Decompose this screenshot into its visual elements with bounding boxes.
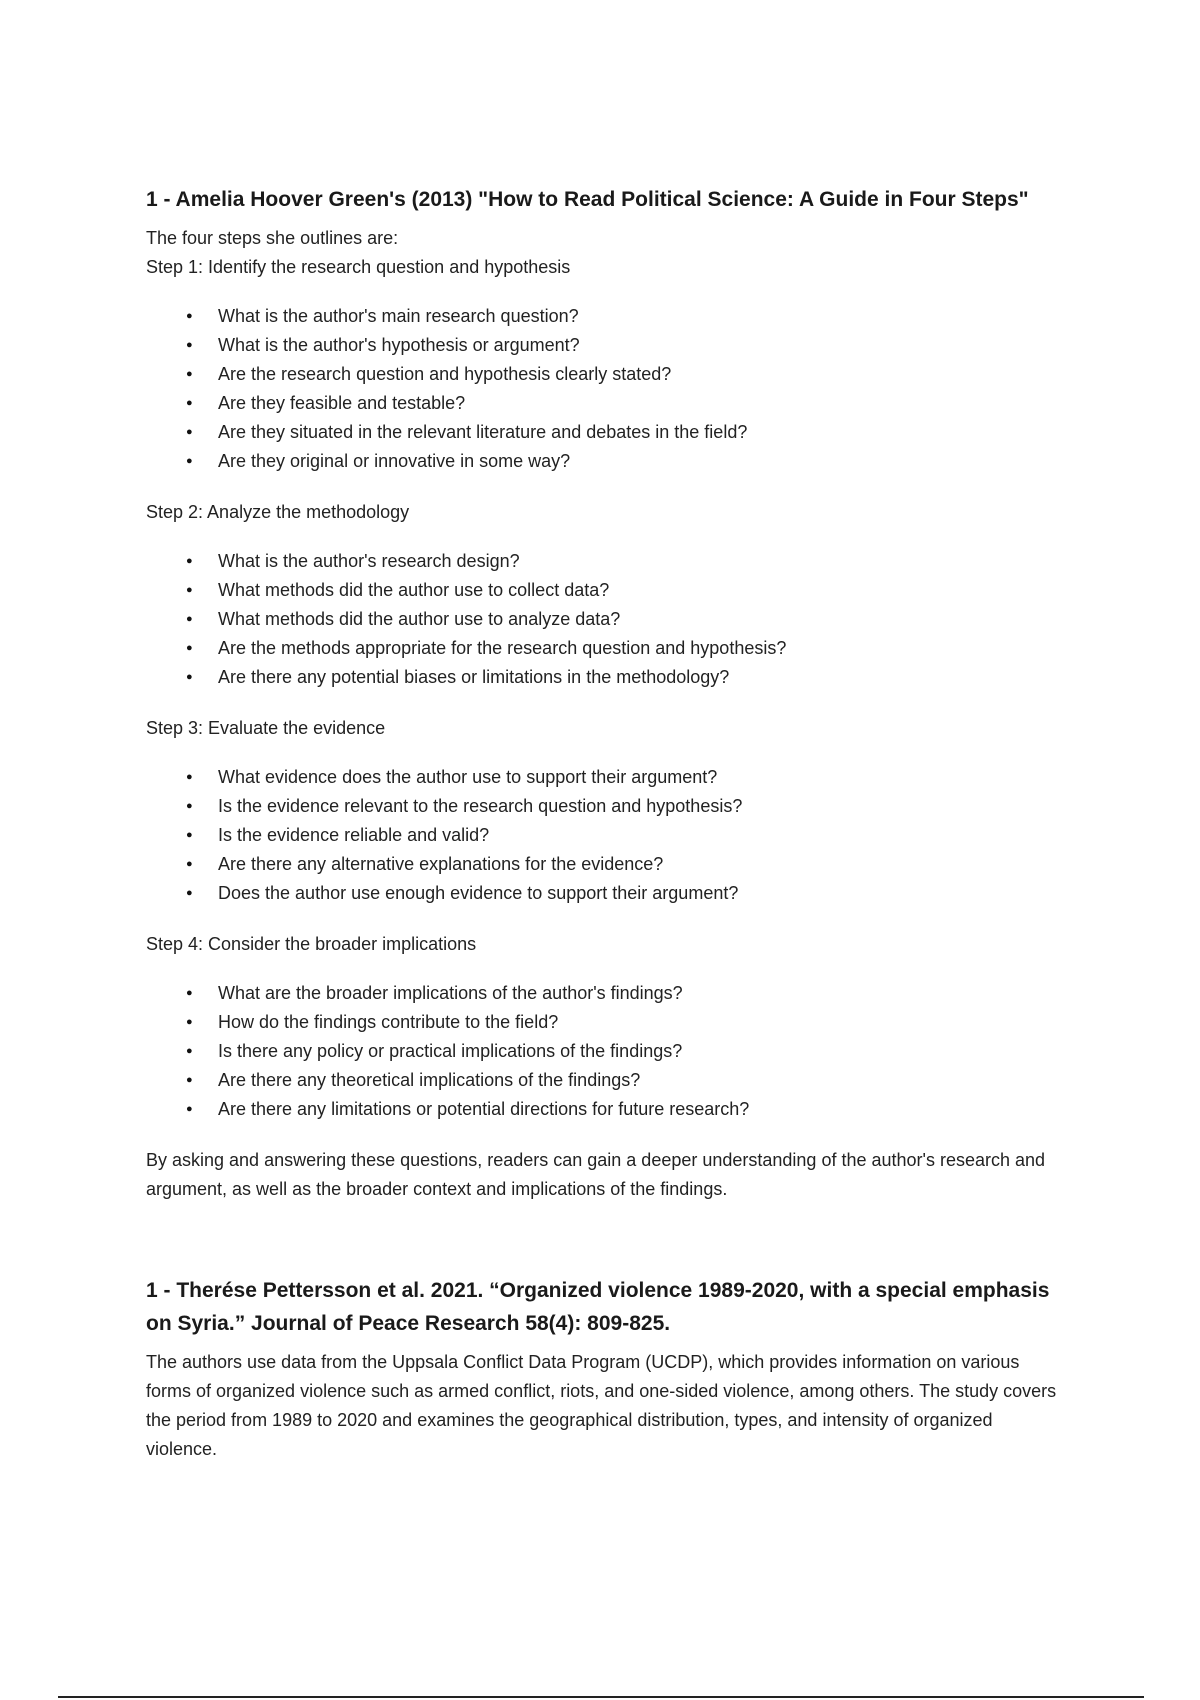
conclusion-paragraph: By asking and answering these questions, readers can gain a deeper understanding of the author's research and argument, as well as the broader context and implications of the findings. bbox=[146, 1150, 1046, 1199]
list-item: ● Are the research question and hypothesis clearly stated? bbox=[186, 360, 1066, 389]
body-paragraph: The authors use data from the Uppsala Conflict Data Program (UCDP), which provides information on various forms of organized violence such as armed conflict, riots, and one-sided violence, among others. The study covers the period from 1989 to 2020 and examines the geographical distribution, types, and intensity of organized violence. bbox=[146, 1352, 1057, 1459]
list-item: ● Are there any limitations or potential directions for future research? bbox=[186, 1095, 1066, 1124]
question-list bbox=[146, 763, 1066, 908]
list-item: ● Is the evidence reliable and valid? bbox=[186, 821, 1066, 850]
step-heading: Step 1: Identify the research question and hypothesis bbox=[146, 257, 571, 277]
document-page bbox=[146, 183, 1066, 1464]
question-list bbox=[146, 547, 1066, 692]
section-hoover-green bbox=[146, 183, 1066, 1204]
list-item: ● Are there any potential biases or limitations in the methodology? bbox=[186, 663, 1066, 692]
list-item: ● What evidence does the author use to support their argument? bbox=[186, 763, 1066, 792]
list-item: ● Are they original or innovative in some way? bbox=[186, 447, 1066, 476]
step-heading: Step 4: Consider the broader implications bbox=[146, 934, 477, 954]
list-item: ● What methods did the author use to collect data? bbox=[186, 576, 1066, 605]
list-item: ● Are they feasible and testable? bbox=[186, 389, 1066, 418]
page-divider bbox=[58, 1696, 1144, 1698]
section-heading: 1 - Therése Pettersson et al. 2021. “Organized violence 1989-2020, with a special emphasis on Syria.” Journal of Peace Research 58(4): 809-825. bbox=[146, 1279, 1050, 1335]
list-item: ● Are they situated in the relevant literature and debates in the field? bbox=[186, 418, 1066, 447]
step-heading: Step 2: Analyze the methodology bbox=[146, 502, 410, 522]
list-item: ● What methods did the author use to analyze data? bbox=[186, 605, 1066, 634]
list-item: ● How do the findings contribute to the field? bbox=[186, 1008, 1066, 1037]
question-list bbox=[146, 302, 1066, 476]
step-heading: Step 3: Evaluate the evidence bbox=[146, 718, 386, 738]
list-item: ● What are the broader implications of the author's findings? bbox=[186, 979, 1066, 1008]
list-item: ● What is the author's research design? bbox=[186, 547, 1066, 576]
list-item: ● What is the author's hypothesis or argument? bbox=[186, 331, 1066, 360]
section-heading: 1 - Amelia Hoover Green's (2013) "How to Read Political Science: A Guide in Four Steps" bbox=[146, 188, 1029, 211]
question-list bbox=[146, 979, 1066, 1124]
list-item: ● Is there any policy or practical implications of the findings? bbox=[186, 1037, 1066, 1066]
section-pettersson bbox=[146, 1274, 1066, 1464]
intro-text: The four steps she outlines are: bbox=[146, 228, 399, 248]
list-item: ● What is the author's main research question? bbox=[186, 302, 1066, 331]
list-item: ● Are the methods appropriate for the research question and hypothesis? bbox=[186, 634, 1066, 663]
list-item: ● Are there any alternative explanations for the evidence? bbox=[186, 850, 1066, 879]
list-item: ● Is the evidence relevant to the research question and hypothesis? bbox=[186, 792, 1066, 821]
list-item: ● Are there any theoretical implications of the findings? bbox=[186, 1066, 1066, 1095]
list-item: ● Does the author use enough evidence to support their argument? bbox=[186, 879, 1066, 908]
